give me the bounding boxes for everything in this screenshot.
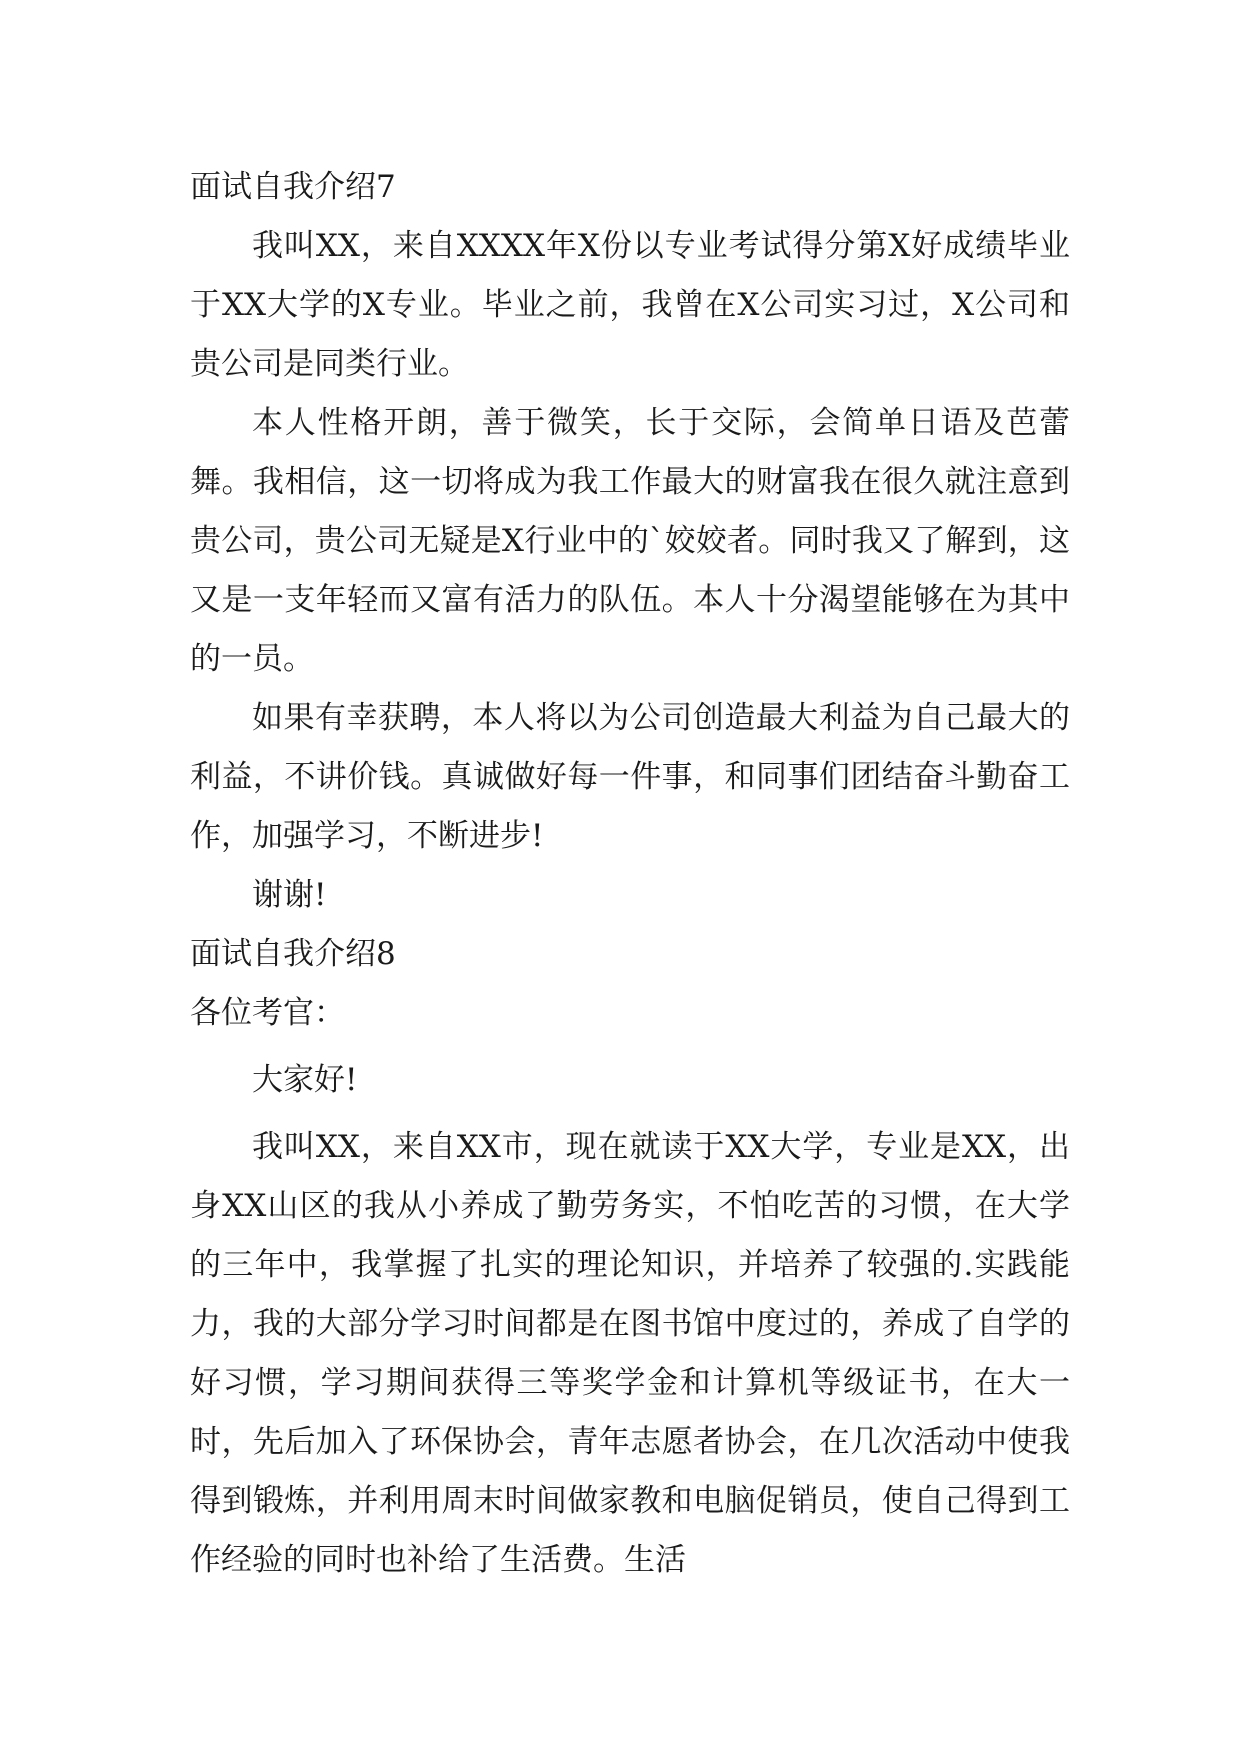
section7-paragraph-2: 本人性格开朗，善于微笑，长于交际，会简单日语及芭蕾舞。我相信，这一切将成为我工作最大的财富我在很久就注意到贵公司，贵公司无疑是X行业中的`姣姣者。同时我又了解到，这又是一支年轻而又富有活力的队伍。本人十分渴望能够在为其中的一员。 bbox=[190, 405, 1070, 677]
section8-body-paragraph: 我叫XX，来自XX市，现在就读于XX大学，专业是XX，出身XX山区的我从小养成了勤劳务实，不怕吃苦的习惯，在大学的三年中，我掌握了扎实的理论知识，并培养了较强的.实践能力，我的大部分学习时间都是在图书馆中度过的，养成了自学的好习惯，学习期间获得三等奖学金和计算机等级证书，在大一时，先后加入了环保协会，青年志愿者协会，在几次活动中使我得到锻炼，并利用周末时间做家教和电脑促销员，使自己得到工作经验的同时也补给了生活费。生活 bbox=[190, 1129, 1070, 1578]
document-body bbox=[190, 158, 1070, 1590]
section7-paragraph-1: 我叫XX，来自XXXX年X份以专业考试得分第X好成绩毕业于XX大学的X专业。毕业之前，我曾在X公司实习过，X公司和贵公司是同类行业。 bbox=[190, 228, 1070, 382]
section-heading-7: 面试自我介绍7 bbox=[190, 169, 396, 205]
section8-greeting: 大家好! bbox=[252, 1062, 358, 1098]
section-heading-8: 面试自我介绍8 bbox=[190, 936, 396, 972]
section8-salutation: 各位考官： bbox=[190, 995, 345, 1031]
section7-thanks: 谢谢! bbox=[252, 877, 327, 913]
section7-paragraph-3: 如果有幸获聘，本人将以为公司创造最大利益为自己最大的利益，不讲价钱。真诚做好每一件事，和同事们团结奋斗勤奋工作，加强学习，不断进步! bbox=[190, 700, 1070, 854]
